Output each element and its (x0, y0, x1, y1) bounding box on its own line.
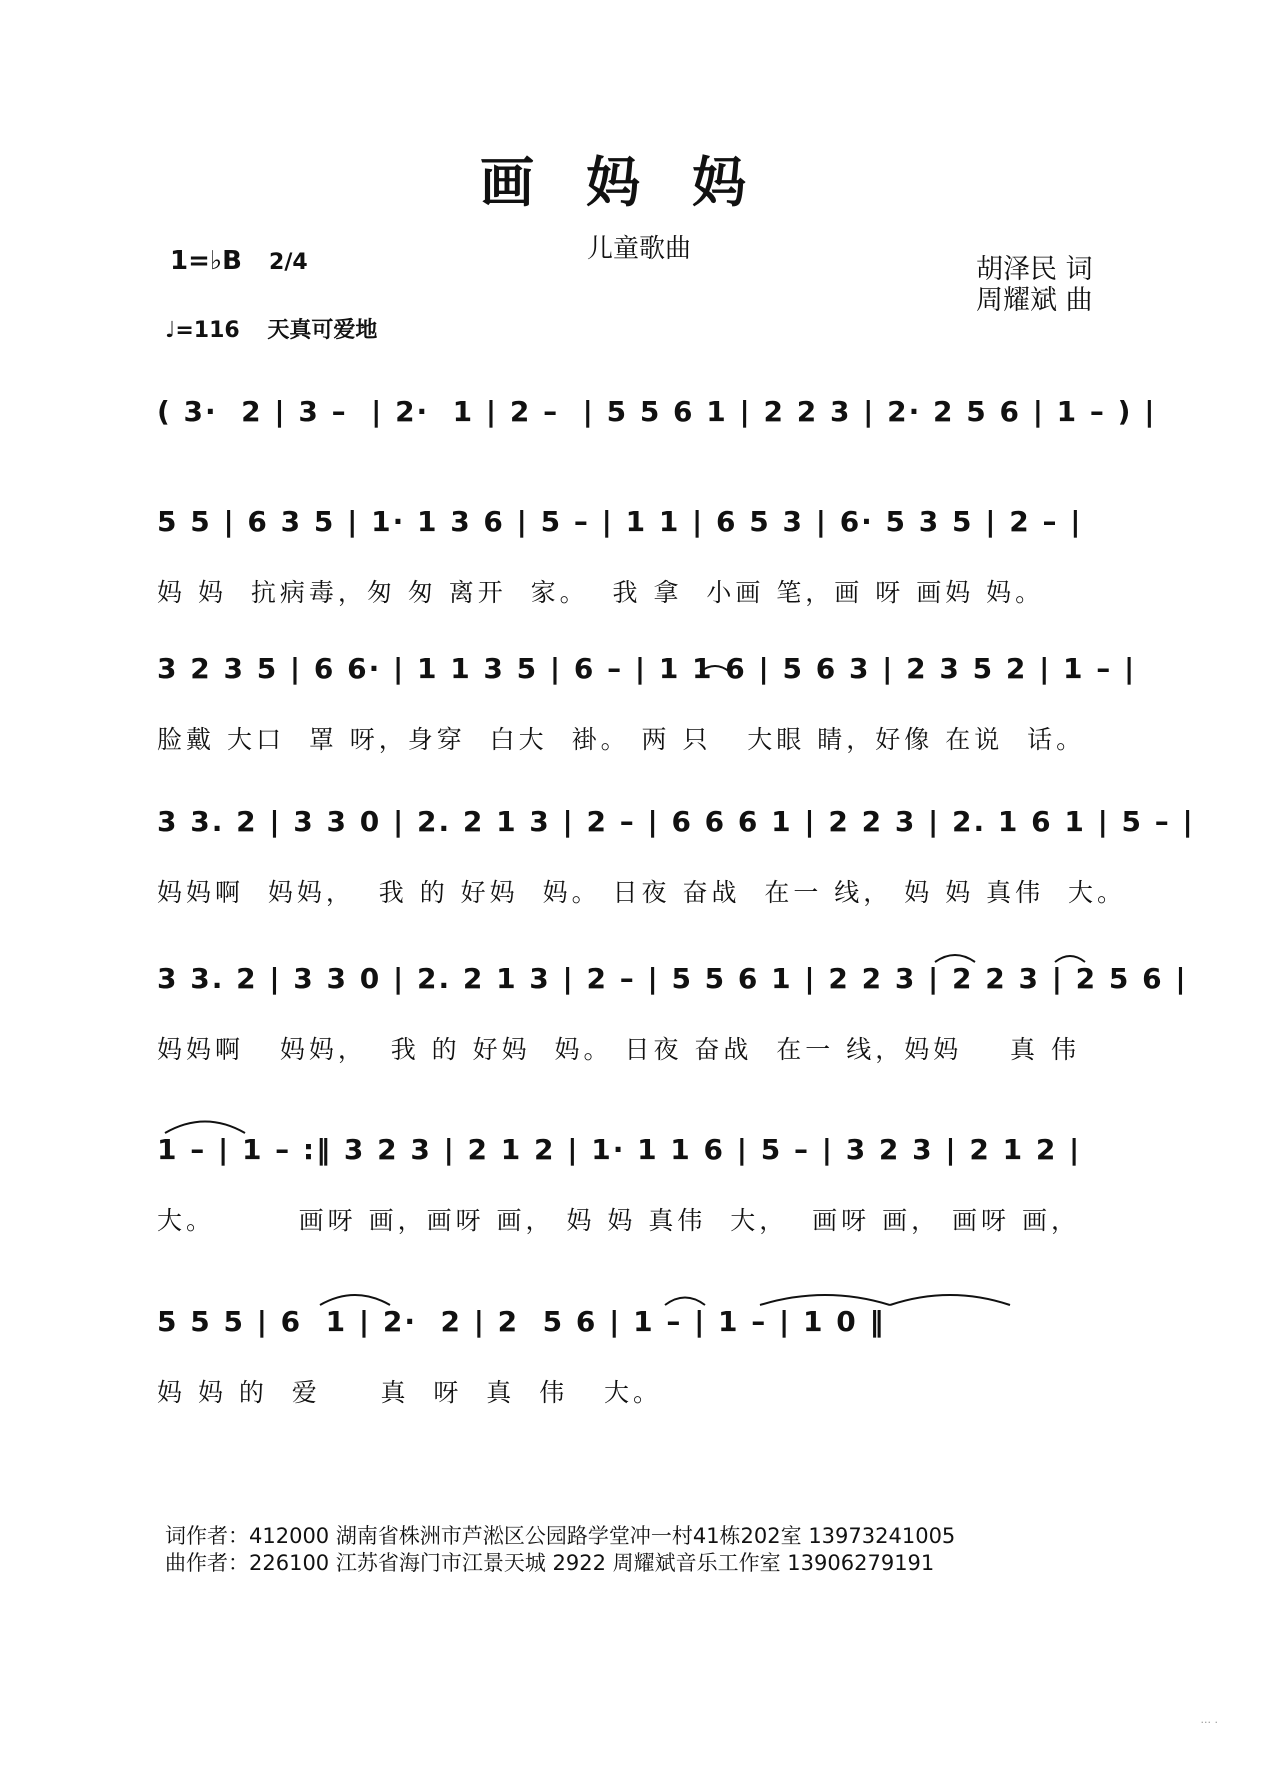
notation-line: ( 3· 2 | 3 – | 2· 1 | 2 – | 5 5 6 1 | 2 2 3 | 2· 2 5 6 | 1 – ) | (157, 395, 1157, 428)
slur-arc (665, 1298, 705, 1306)
corner-mark: ··· · (1200, 1716, 1218, 1729)
slur-arc (320, 1295, 390, 1305)
notation-line: 3 3. 2 | 3 3 0 | 2. 2 1 3 | 2 – | 6 6 6 1 | 2 2 3 | 2. 1 6 1 | 5 – | (157, 805, 1195, 838)
lyrics-line: 妈 妈 抗病毒，匆 匆 离开 家。 我 拿 小画 笔，画 呀 画妈 妈。 (157, 578, 1045, 607)
song-subtitle: 儿童歌曲 (586, 234, 691, 264)
notation-line: 3 3. 2 | 3 3 0 | 2. 2 1 3 | 2 – | 5 5 6 1 | 2 2 3 | 2 2 3 | 2 5 6 | (157, 962, 1188, 995)
slur-arc (165, 1122, 245, 1134)
lyrics-line: 大。 画呀 画，画呀 画， 妈 妈 真伟 大， 画呀 画， 画呀 画， (157, 1206, 1080, 1235)
song-title: 画妈妈 (480, 150, 798, 214)
lyrics-line: 妈妈啊 妈妈， 我 的 好妈 妈。 日夜 奋战 在一 线，妈妈 真 伟 (157, 1035, 1080, 1064)
notation-line: 5 5 | 6 3 5 | 1· 1 3 6 | 5 – | 1 1 | 6 5 3 | 6· 5 3 5 | 2 – | (157, 505, 1083, 538)
lyrics-line: 脸戴 大口 罩 呀，身穿 白大 褂。 两 只 大眼 睛，好像 在说 话。 (157, 725, 1086, 754)
slur-arc (1055, 956, 1085, 962)
lyricist-credit: 胡泽民 词 (976, 254, 1093, 285)
key-label: 1=♭B (170, 246, 242, 276)
notation-line: 1 – | 1 – :‖ 3 2 3 | 2 1 2 | 1· 1 1 6 | 5 – | 3 2 3 | 2 1 2 | (157, 1133, 1082, 1166)
lyrics-line: 妈妈啊 妈妈， 我 的 好妈 妈。 日夜 奋战 在一 线， 妈 妈 真伟 大。 (157, 878, 1127, 907)
notation-line: 3 2 3 5 | 6 6· | 1 1 3 5 | 6 – | 1 1 6 | 5 6 3 | 2 3 5 2 | 1 – | (157, 652, 1137, 685)
composer-address: 曲作者：226100 江苏省海门市江景天城 2922 周耀斌音乐工作室 13906279191 (165, 1551, 935, 1575)
notation-line: 5 5 5 | 6 1 | 2· 2 | 2 5 6 | 1 – | 1 – | 1 0 ‖ (157, 1305, 886, 1338)
lyrics-line: 妈 妈 的 爱 真 呀 真 伟 大。 (157, 1378, 663, 1407)
time-signature: 2/4 (269, 250, 308, 275)
tempo-value: ♩=116 (165, 318, 240, 343)
slur-arc (890, 1295, 1010, 1305)
composer-credit: 周耀斌 曲 (976, 285, 1093, 316)
expression-marking: 天真可爱地 (267, 318, 378, 343)
lyricist-address: 词作者：412000 湖南省株洲市芦淞区公园路学堂冲一村41栋202室 13973241005 (165, 1524, 956, 1548)
slur-arc (935, 955, 975, 962)
slur-arc (760, 1295, 890, 1305)
slur-arc (700, 666, 730, 672)
